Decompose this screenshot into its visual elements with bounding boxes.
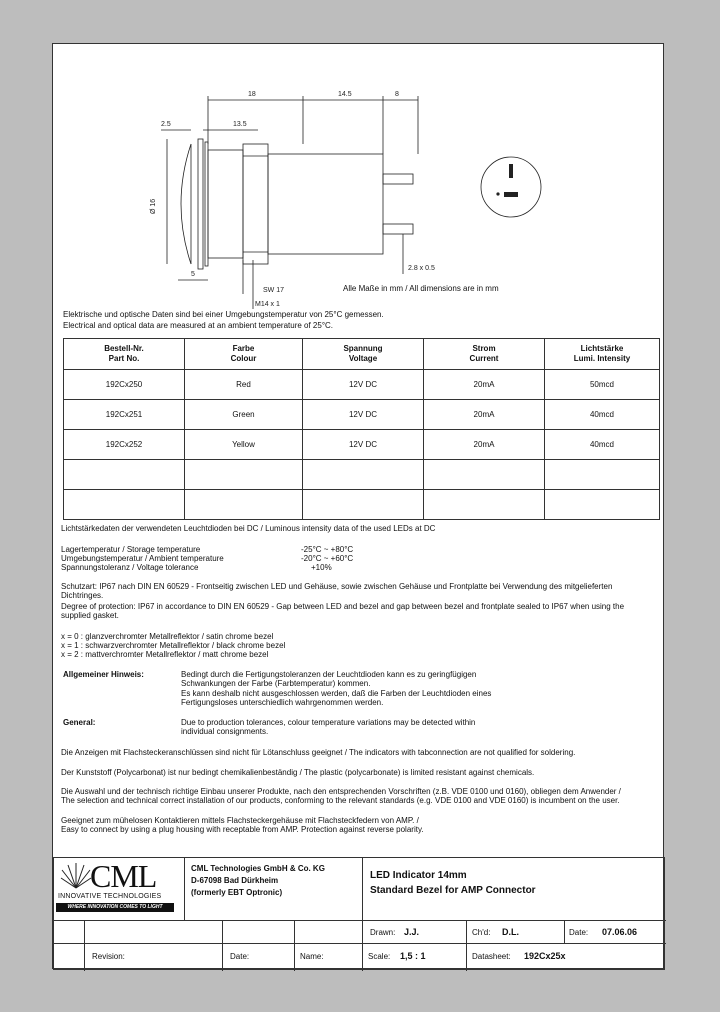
general-de-4: Fertigungsloses unterschiedlich wahrgenommen werden. bbox=[181, 698, 384, 707]
checked-label: Ch'd: bbox=[472, 928, 491, 937]
drawn-label: Drawn: bbox=[370, 928, 396, 937]
table-row: 192Cx251 Green 12V DC 20mA 40mcd bbox=[64, 400, 660, 430]
col-part: Bestell-Nr. Part No. bbox=[64, 339, 185, 370]
col-voltage: Spannung Voltage bbox=[303, 339, 424, 370]
general-en-2: individual consignments. bbox=[181, 727, 269, 736]
date-label: Date: bbox=[569, 928, 589, 937]
table-row: 192Cx252 Yellow 12V DC 20mA 40mcd bbox=[64, 430, 660, 460]
revision-label: Revision: bbox=[92, 952, 125, 961]
front-view-drawing bbox=[476, 152, 546, 222]
table-row bbox=[64, 490, 660, 520]
date-value: 07.06.06 bbox=[602, 927, 638, 937]
voltage-tol-label: Spannungstoleranz / Voltage tolerance bbox=[61, 563, 199, 572]
company-former: (formerly EBT Optronic) bbox=[191, 888, 283, 897]
intro-en: Electrical and optical data are measured at an ambient temperature of 25°C. bbox=[63, 321, 334, 330]
protection-en-2: supplied gasket. bbox=[61, 611, 119, 620]
dim-18: 18 bbox=[248, 91, 256, 98]
dim-13-5: 13.5 bbox=[233, 121, 247, 128]
install-de: Die Auswahl und der technisch richtige Einbau unserer Produkte, nach den entsprechenden Vorschriften (z.B. VDE 0100 und 0160), obliegen dem Anwender / bbox=[61, 787, 621, 796]
variant-x0: x = 0 : glanzverchromter Metallreflektor / satin chrome bezel bbox=[61, 632, 274, 641]
storage-value: -25°C ~ +80°C bbox=[301, 545, 354, 554]
protection-de-2: Dichtringes. bbox=[61, 591, 104, 600]
storage-label: Lagertemperatur / Storage temperature bbox=[61, 545, 201, 554]
dim-thread: M14 x 1 bbox=[255, 301, 280, 308]
table-header-row bbox=[64, 339, 660, 370]
table-row: 192Cx250 Red 12V DC 20mA 50mcd bbox=[64, 370, 660, 400]
install-en: The selection and technical correct installation of our products, conforming to the relevant standards (e.g. VDE 0100 and VDE 0160) is incumbent on the user. bbox=[61, 796, 620, 805]
title-block bbox=[53, 857, 665, 970]
lumi-note: Lichtstärkedaten der verwendeten Leuchtdioden bei DC / Luminous intensity data of the used LEDs at DC bbox=[61, 524, 436, 533]
revision-name-label: Name: bbox=[300, 952, 324, 961]
dim-8: 8 bbox=[395, 91, 399, 98]
dim-sw17: SW 17 bbox=[263, 287, 285, 294]
general-en-1: Due to production tolerances, colour temperature variations may be detected within bbox=[181, 718, 476, 727]
dim-diameter: Ø 16 bbox=[150, 198, 157, 214]
protection-de-1: Schutzart: IP67 nach DIN EN 60529 - Frontseitig zwischen LED und Gehäuse, sowie zwischen Gehäuse und Frontplatte bei Verwendung des mitgelieferten bbox=[61, 582, 613, 591]
doc-title-2: Standard Bezel for AMP Connector bbox=[370, 885, 536, 896]
variant-x2: x = 2 : mattverchromter Metallreflektor / matt chrome bezel bbox=[61, 650, 269, 659]
company-address: D-67098 Bad Dürkheim bbox=[191, 876, 279, 885]
general-de-3: Es kann deshalb nicht ausgeschlossen werden, daß die Farben der Leuchtdioden eines bbox=[181, 689, 492, 698]
drawn-value: J.J. bbox=[404, 927, 420, 937]
datasheet-label: Datasheet: bbox=[472, 952, 511, 961]
dim-2-5: 2.5 bbox=[161, 121, 171, 128]
dim-14-5: 14.5 bbox=[338, 91, 352, 98]
units-note: Alle Maße in mm / All dimensions are in mm bbox=[343, 284, 499, 293]
datasheet-sheet bbox=[52, 43, 664, 969]
col-colour: Farbe Colour bbox=[185, 339, 303, 370]
variant-x1: x = 1 : schwarzverchromter Metallreflektor / black chrome bezel bbox=[61, 641, 286, 650]
plastic-note: Der Kunststoff (Polycarbonat) ist nur bedingt chemikalienbeständig / The plastic (polycarbonate) is limited resistant against chemicals. bbox=[61, 768, 535, 777]
ambient-value: -20°C ~ +60°C bbox=[301, 554, 354, 563]
intro-de: Elektrische und optische Daten sind bei einer Umgebungstemperatur von 25°C gemessen. bbox=[63, 310, 384, 319]
general-de-label: Allgemeiner Hinweis: bbox=[63, 670, 144, 679]
doc-title-1: LED Indicator 14mm bbox=[370, 870, 467, 881]
revision-date-label: Date: bbox=[230, 952, 250, 961]
general-de-1: Bedingt durch die Fertigungstoleranzen der Leuchtdioden kann es zu geringfügigen bbox=[181, 670, 477, 679]
spec-table bbox=[63, 338, 660, 520]
general-en-label: General: bbox=[63, 718, 96, 727]
checked-value: D.L. bbox=[502, 927, 519, 937]
plug-de: Geeignet zum mühelosen Kontaktieren mittels Flachsteckergehäuse mit Flachsteckfedern von AMP. / bbox=[61, 816, 419, 825]
ambient-label: Umgebungstemperatur / Ambient temperature bbox=[61, 554, 224, 563]
col-intensity: Lichtstärke Lumi. Intensity bbox=[545, 339, 660, 370]
col-current: Strom Current bbox=[424, 339, 545, 370]
dim-5: 5 bbox=[191, 271, 195, 278]
plug-en: Easy to connect by using a plug housing with receptable from AMP. Protection against reverse polarity. bbox=[61, 825, 424, 834]
logo-burst-icon bbox=[60, 862, 92, 890]
logo-text: CML bbox=[90, 858, 157, 894]
soldering-note: Die Anzeigen mit Flachsteckeranschlüssen sind nicht für Lötanschluss geeignet / The indicators with tabconnection are not qualified for soldering. bbox=[61, 748, 576, 757]
logo-subtitle: INNOVATIVE TECHNOLOGIES bbox=[58, 893, 162, 900]
scale-label: Scale: bbox=[368, 952, 391, 961]
table-row bbox=[64, 460, 660, 490]
company-name: CML Technologies GmbH & Co. KG bbox=[191, 864, 325, 873]
datasheet-value: 192Cx25x bbox=[524, 951, 566, 961]
dim-pin: 2.8 x 0.5 bbox=[408, 265, 435, 272]
scale-value: 1,5 : 1 bbox=[400, 951, 426, 961]
voltage-tol-value: +10% bbox=[311, 563, 332, 572]
general-de-2: Schwankungen der Farbe (Farbtemperatur) kommen. bbox=[181, 679, 371, 688]
logo-tagline: WHERE INNOVATION COMES TO LIGHT bbox=[56, 903, 174, 912]
protection-en-1: Degree of protection: IP67 in accordance to DIN EN 60529 - Gap between LED and bezel and gap between bezel and frontplate sealed to IP67 when using the bbox=[61, 602, 625, 611]
